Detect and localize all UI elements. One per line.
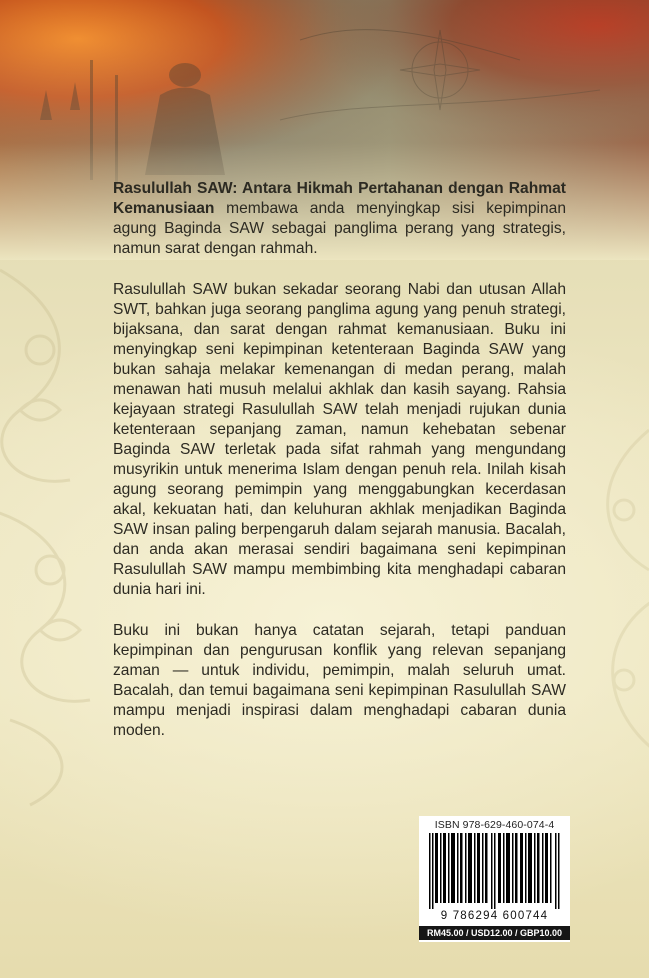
book-title: Rasulullah SAW: Antara Hikmah Pertahanan dengan Rahmat Kemanusiaan: [113, 180, 566, 217]
floral-ornament-left: [0, 250, 130, 810]
floral-ornament-right: [579, 420, 649, 780]
isbn-label: ISBN 978-629-460-074-4: [434, 819, 555, 831]
isbn-digits: 9 786294 600744: [440, 910, 549, 922]
isbn-barcode-box: [419, 816, 570, 942]
synopsis-paragraph-3: Buku ini bukan hanya catatan sejarah, tetapi panduan kepimpinan dan pengurusan konflik yang relevan sepanjang zaman — untuk individu, pemimpin, malah seluruh umat. Bacalah, dan temui bagaimana seni kepimpinan Rasulullah SAW mampu menjadi inspirasi dalam menghadapi cabaran dunia moden.: [113, 622, 566, 739]
intro-text: membawa anda menyingkap sisi kepimpinan agung Baginda SAW sebagai panglima perang yang strategis, namun sarat dengan rahmah.: [113, 200, 566, 257]
price-label: RM45.00 / USD12.00 / GBP10.00: [419, 926, 570, 940]
synopsis-intro: [113, 179, 566, 259]
barcode-icon: [425, 833, 564, 909]
synopsis: [113, 179, 566, 762]
synopsis-paragraph-2: Rasulullah SAW bukan sekadar seorang Nabi dan utusan Allah SWT, bahkan juga seorang panglima agung yang penuh strategi, bijaksana, dan sarat dengan rahmat kemanusiaan. Buku ini menyingkap seni kepimpinan ketenteraan Baginda SAW yang bukan sahaja melakar kemenangan di medan perang, malah menawan hati musuh melalui akhlak dan kasih sayang. Rahsia kejayaan strategi Rasulullah SAW telah menjadi rujukan dunia ketenteraan sepanjang zaman, namun kehebatan sebenar Baginda SAW terletak pada sifat rahmah yang mengundang musyrikin untuk menerima Islam dengan penuh rela. Inilah kisah agung seorang pemimpin yang menggabungkan kecerdasan akal, kekuatan hati, dan keluhuran akhlak menjadikan Baginda SAW insan paling berpengaruh dalam sejarah manusia. Bacalah, dan anda akan merasai sendiri bagaimana seni kepimpinan Rasulullah SAW mampu membimbing kita menghadapi cabaran dunia hari ini.: [113, 281, 566, 598]
